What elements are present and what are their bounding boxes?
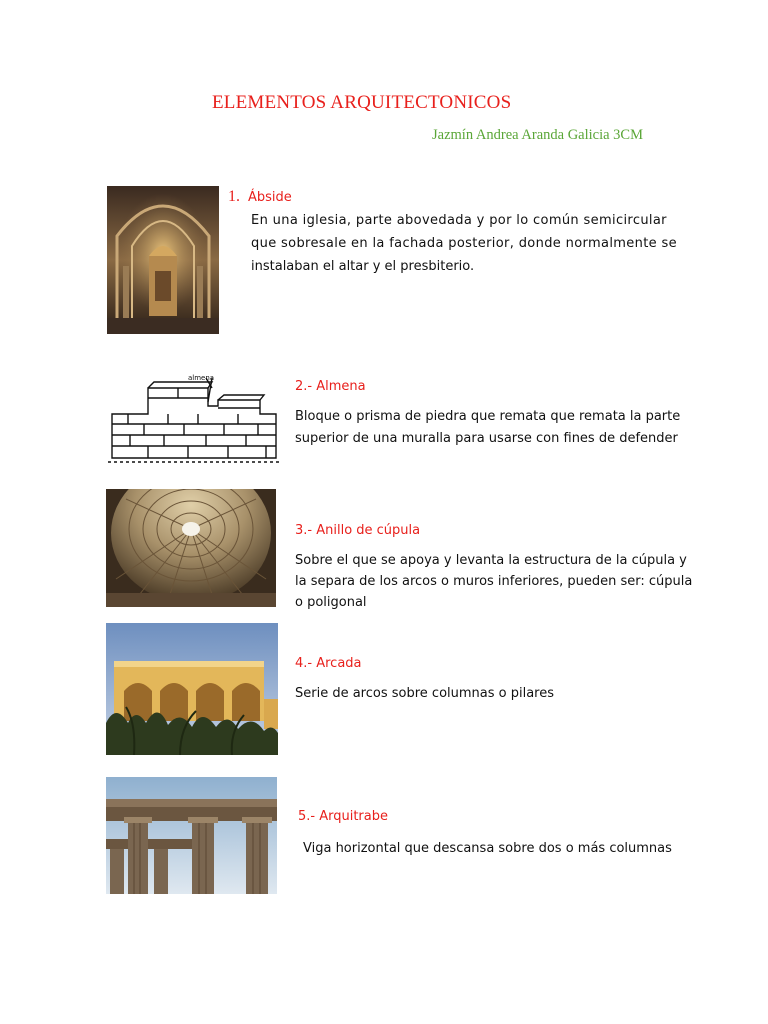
- item-5-line: Viga horizontal que descansa sobre dos o más columnas: [303, 841, 672, 856]
- item-5-text: [303, 837, 672, 860]
- item-3-line: Sobre el que se apoya y levanta la estructura de la cúpula y: [295, 553, 687, 568]
- item-1-heading: [228, 188, 292, 206]
- item-3-heading: 3.- Anillo de cúpula: [295, 523, 421, 538]
- item-4-line: Serie de arcos sobre columnas o pilares: [295, 686, 555, 701]
- item-2-line: superior de una muralla para usarse con fines de defender: [295, 431, 678, 446]
- item-3-text: [295, 550, 692, 613]
- item-4-text: [295, 682, 554, 705]
- item-1-title: Ábside: [248, 190, 292, 205]
- item-3-line: o poligonal: [295, 595, 367, 610]
- cupula-photo: [106, 489, 276, 607]
- almena-drawing: [108, 372, 280, 468]
- item-1-line: que sobresale en la fachada posterior, donde normalmente se: [251, 236, 677, 251]
- abside-photo: [107, 186, 219, 334]
- item-2-line: Bloque o prisma de piedra que remata que remata la parte: [295, 409, 681, 424]
- item-3-line: la separa de los arcos o muros inferiores, pueden ser: cúpula: [295, 574, 693, 589]
- almena-drawing-label: almena: [188, 374, 215, 382]
- item-2-heading: 2.- Almena: [295, 379, 366, 394]
- item-2-text: [295, 406, 680, 450]
- item-1-line: En una iglesia, parte abovedada y por lo común semicircular: [251, 213, 667, 228]
- document-author: Jazmín Andrea Aranda Galicia 3CM: [432, 127, 643, 143]
- item-1-line: instalaban el altar y el presbiterio.: [251, 259, 475, 274]
- item-4-heading: 4.- Arcada: [295, 656, 362, 671]
- item-1-text: [251, 209, 677, 278]
- item-1-number: 1.: [228, 188, 240, 205]
- arcada-photo: [106, 623, 278, 755]
- document-title: ELEMENTOS ARQUITECTONICOS: [212, 92, 512, 113]
- item-5-heading: 5.- Arquitrabe: [298, 809, 388, 824]
- arquitrabe-photo: [106, 777, 277, 894]
